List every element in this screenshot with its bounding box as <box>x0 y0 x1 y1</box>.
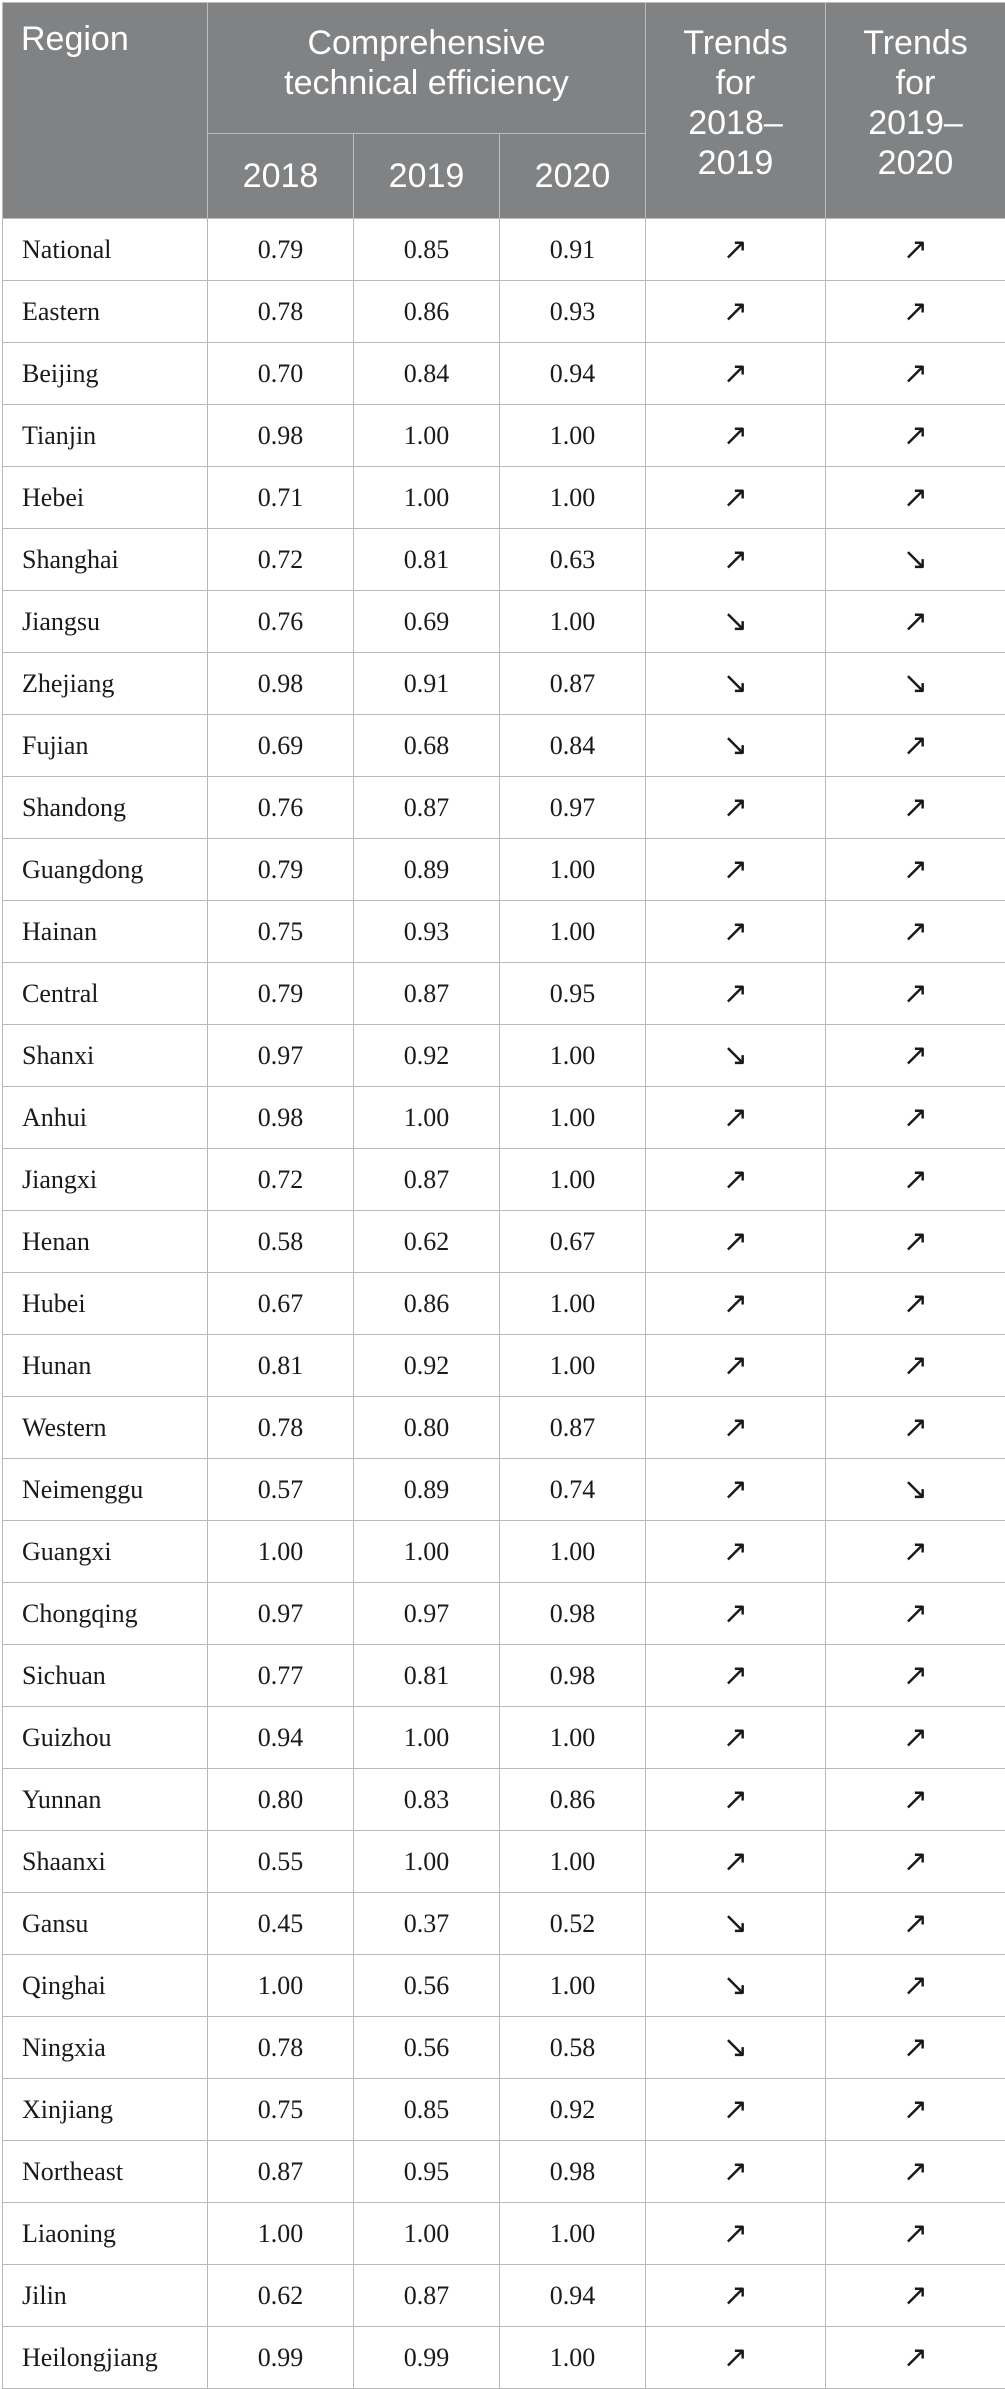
trend1-line-2: for <box>646 63 825 103</box>
value-2020-cell: 0.67 <box>500 1211 646 1273</box>
value-2020-cell: 0.86 <box>500 1769 646 1831</box>
value-2019-cell: 0.92 <box>354 1335 500 1397</box>
region-cell: Eastern <box>3 281 208 343</box>
value-2020-cell: 0.98 <box>500 1583 646 1645</box>
trend-2019-2020-arrow: ↗ <box>826 281 1005 343</box>
trend-2019-2020-arrow: ↗ <box>826 777 1005 839</box>
table-row <box>3 1087 1005 1149</box>
trend-2018-2019-arrow: ↗ <box>646 1769 826 1831</box>
trend-2018-2019-arrow: ↗ <box>646 405 826 467</box>
trend-2018-2019-arrow: ↗ <box>646 281 826 343</box>
value-2018-cell: 0.78 <box>208 281 354 343</box>
value-2018-cell: 0.98 <box>208 653 354 715</box>
trend-2018-2019-arrow: ↗ <box>646 529 826 591</box>
trend2-line-1: Trends <box>826 23 1005 63</box>
value-2019-cell: 0.92 <box>354 1025 500 1087</box>
value-2018-cell: 0.77 <box>208 1645 354 1707</box>
table-row <box>3 2203 1005 2265</box>
value-2019-cell: 0.56 <box>354 1955 500 2017</box>
value-2018-cell: 0.75 <box>208 901 354 963</box>
value-2019-cell: 1.00 <box>354 405 500 467</box>
value-2018-cell: 0.99 <box>208 2327 354 2389</box>
value-2020-cell: 0.52 <box>500 1893 646 1955</box>
trend-2018-2019-arrow: ↗ <box>646 343 826 405</box>
value-2018-cell: 0.78 <box>208 2017 354 2079</box>
trend-2018-2019-arrow: ↗ <box>646 2203 826 2265</box>
value-2020-cell: 1.00 <box>500 1335 646 1397</box>
table-row <box>3 1769 1005 1831</box>
value-2020-cell: 1.00 <box>500 1831 646 1893</box>
trend-2018-2019-arrow: ↗ <box>646 1645 826 1707</box>
value-2018-cell: 0.81 <box>208 1335 354 1397</box>
table-row <box>3 1273 1005 1335</box>
region-column-header: Region <box>3 3 208 219</box>
region-cell: Tianjin <box>3 405 208 467</box>
value-2019-cell: 1.00 <box>354 1087 500 1149</box>
value-2019-cell: 0.85 <box>354 2079 500 2141</box>
trend-2018-2019-arrow: ↘ <box>646 1025 826 1087</box>
value-2018-cell: 0.75 <box>208 2079 354 2141</box>
table-row <box>3 1707 1005 1769</box>
region-cell: Yunnan <box>3 1769 208 1831</box>
trend-2018-2019-arrow: ↗ <box>646 2141 826 2203</box>
value-2019-cell: 1.00 <box>354 1707 500 1769</box>
value-2020-cell: 1.00 <box>500 2327 646 2389</box>
value-2020-cell: 1.00 <box>500 2203 646 2265</box>
table-row <box>3 839 1005 901</box>
trend-2019-2020-arrow: ↗ <box>826 2265 1005 2327</box>
value-2019-cell: 0.91 <box>354 653 500 715</box>
trend-2018-2019-arrow: ↗ <box>646 1521 826 1583</box>
trend-2019-2020-arrow: ↗ <box>826 901 1005 963</box>
region-cell: Chongqing <box>3 1583 208 1645</box>
value-2019-cell: 0.89 <box>354 839 500 901</box>
trend-2018-2019-arrow: ↗ <box>646 963 826 1025</box>
trend-2018-2019-arrow: ↗ <box>646 1087 826 1149</box>
value-2019-cell: 1.00 <box>354 1831 500 1893</box>
efficiency-table <box>2 2 1005 2389</box>
region-cell: Zhejiang <box>3 653 208 715</box>
region-cell: Qinghai <box>3 1955 208 2017</box>
year-2020-header: 2020 <box>500 134 646 219</box>
region-cell: Heilongjiang <box>3 2327 208 2389</box>
table-row <box>3 1211 1005 1273</box>
value-2019-cell: 0.81 <box>354 1645 500 1707</box>
value-2020-cell: 0.94 <box>500 343 646 405</box>
trend-2019-2020-arrow: ↗ <box>826 405 1005 467</box>
value-2020-cell: 0.91 <box>500 219 646 281</box>
trend-2019-2020-arrow: ↗ <box>826 1707 1005 1769</box>
value-2018-cell: 0.67 <box>208 1273 354 1335</box>
table-row <box>3 1397 1005 1459</box>
value-2018-cell: 0.76 <box>208 777 354 839</box>
value-2020-cell: 1.00 <box>500 1273 646 1335</box>
trend-2019-2020-arrow: ↗ <box>826 591 1005 653</box>
value-2020-cell: 1.00 <box>500 1955 646 2017</box>
region-cell: Guangxi <box>3 1521 208 1583</box>
efficiency-group-header <box>208 3 646 134</box>
value-2020-cell: 0.95 <box>500 963 646 1025</box>
value-2020-cell: 0.98 <box>500 1645 646 1707</box>
table-row <box>3 405 1005 467</box>
value-2018-cell: 0.80 <box>208 1769 354 1831</box>
trend1-line-3: 2018– <box>646 103 825 143</box>
region-cell: Central <box>3 963 208 1025</box>
region-cell: Liaoning <box>3 2203 208 2265</box>
table-row <box>3 1831 1005 1893</box>
trend-2018-2019-arrow: ↘ <box>646 1955 826 2017</box>
value-2018-cell: 0.76 <box>208 591 354 653</box>
table-row <box>3 1149 1005 1211</box>
trend-2018-2019-header <box>646 3 826 219</box>
region-cell: Jiangxi <box>3 1149 208 1211</box>
trend-2018-2019-arrow: ↗ <box>646 1273 826 1335</box>
trend-2018-2019-arrow: ↗ <box>646 219 826 281</box>
table-row <box>3 2327 1005 2389</box>
region-cell: National <box>3 219 208 281</box>
value-2019-cell: 0.95 <box>354 2141 500 2203</box>
region-cell: Anhui <box>3 1087 208 1149</box>
trend-2019-2020-arrow: ↗ <box>826 2327 1005 2389</box>
trend-2019-2020-arrow: ↗ <box>826 839 1005 901</box>
trend-2018-2019-arrow: ↗ <box>646 1459 826 1521</box>
value-2019-cell: 0.69 <box>354 591 500 653</box>
table-row <box>3 653 1005 715</box>
value-2018-cell: 0.70 <box>208 343 354 405</box>
value-2019-cell: 0.81 <box>354 529 500 591</box>
value-2020-cell: 0.98 <box>500 2141 646 2203</box>
region-cell: Henan <box>3 1211 208 1273</box>
value-2018-cell: 0.79 <box>208 839 354 901</box>
trend-2019-2020-arrow: ↘ <box>826 529 1005 591</box>
value-2020-cell: 0.92 <box>500 2079 646 2141</box>
region-cell: Beijing <box>3 343 208 405</box>
trend-2018-2019-arrow: ↗ <box>646 1707 826 1769</box>
value-2019-cell: 0.87 <box>354 777 500 839</box>
value-2019-cell: 1.00 <box>354 467 500 529</box>
trend2-line-4: 2020 <box>826 143 1005 183</box>
value-2020-cell: 1.00 <box>500 467 646 529</box>
value-2020-cell: 1.00 <box>500 1521 646 1583</box>
table-row <box>3 467 1005 529</box>
table-body <box>3 219 1005 2389</box>
trend-2019-2020-arrow: ↗ <box>826 219 1005 281</box>
trend-2019-2020-arrow: ↗ <box>826 1397 1005 1459</box>
value-2019-cell: 0.37 <box>354 1893 500 1955</box>
value-2018-cell: 0.71 <box>208 467 354 529</box>
value-2018-cell: 0.97 <box>208 1025 354 1087</box>
value-2018-cell: 0.55 <box>208 1831 354 1893</box>
trend1-line-1: Trends <box>646 23 825 63</box>
trend-2019-2020-arrow: ↗ <box>826 1893 1005 1955</box>
table-row <box>3 1893 1005 1955</box>
trend-2018-2019-arrow: ↘ <box>646 1893 826 1955</box>
value-2018-cell: 0.58 <box>208 1211 354 1273</box>
value-2020-cell: 0.87 <box>500 653 646 715</box>
value-2020-cell: 0.87 <box>500 1397 646 1459</box>
value-2020-cell: 1.00 <box>500 1025 646 1087</box>
trend-2019-2020-arrow: ↗ <box>826 1149 1005 1211</box>
table-row <box>3 2141 1005 2203</box>
trend-2019-2020-arrow: ↗ <box>826 2141 1005 2203</box>
trend-2018-2019-arrow: ↘ <box>646 653 826 715</box>
trend-2018-2019-arrow: ↘ <box>646 715 826 777</box>
region-cell: Western <box>3 1397 208 1459</box>
value-2019-cell: 0.85 <box>354 219 500 281</box>
trend-2018-2019-arrow: ↗ <box>646 2327 826 2389</box>
trend-2018-2019-arrow: ↗ <box>646 2265 826 2327</box>
value-2019-cell: 0.83 <box>354 1769 500 1831</box>
trend-2018-2019-arrow: ↗ <box>646 1335 826 1397</box>
trend2-line-3: 2019– <box>826 103 1005 143</box>
value-2020-cell: 0.94 <box>500 2265 646 2327</box>
trend-2019-2020-arrow: ↗ <box>826 2017 1005 2079</box>
value-2018-cell: 0.72 <box>208 1149 354 1211</box>
trend-2018-2019-arrow: ↗ <box>646 839 826 901</box>
year-2018-header: 2018 <box>208 134 354 219</box>
value-2019-cell: 0.87 <box>354 2265 500 2327</box>
trend-2018-2019-arrow: ↗ <box>646 1397 826 1459</box>
trend-2019-2020-arrow: ↗ <box>826 1583 1005 1645</box>
table-row <box>3 715 1005 777</box>
value-2019-cell: 0.56 <box>354 2017 500 2079</box>
value-2019-cell: 0.68 <box>354 715 500 777</box>
value-2019-cell: 0.97 <box>354 1583 500 1645</box>
value-2020-cell: 0.84 <box>500 715 646 777</box>
region-cell: Xinjiang <box>3 2079 208 2141</box>
trend-2018-2019-arrow: ↗ <box>646 1211 826 1273</box>
table-row <box>3 591 1005 653</box>
trend-2018-2019-arrow: ↗ <box>646 2079 826 2141</box>
region-cell: Jiangsu <box>3 591 208 653</box>
value-2018-cell: 0.78 <box>208 1397 354 1459</box>
region-cell: Jilin <box>3 2265 208 2327</box>
value-2019-cell: 0.99 <box>354 2327 500 2389</box>
trend-2019-2020-arrow: ↘ <box>826 1459 1005 1521</box>
region-cell: Northeast <box>3 2141 208 2203</box>
trend-2018-2019-arrow: ↘ <box>646 591 826 653</box>
trend-2019-2020-arrow: ↗ <box>826 1087 1005 1149</box>
value-2019-cell: 0.87 <box>354 963 500 1025</box>
table-row <box>3 529 1005 591</box>
table-row <box>3 343 1005 405</box>
trend-2018-2019-arrow: ↗ <box>646 901 826 963</box>
trend-2019-2020-arrow: ↗ <box>826 715 1005 777</box>
table-row <box>3 1459 1005 1521</box>
value-2020-cell: 1.00 <box>500 405 646 467</box>
table-row <box>3 281 1005 343</box>
table-row <box>3 1335 1005 1397</box>
value-2020-cell: 1.00 <box>500 1149 646 1211</box>
table-row <box>3 1645 1005 1707</box>
table-row <box>3 1025 1005 1087</box>
trend-2019-2020-arrow: ↘ <box>826 653 1005 715</box>
table-row <box>3 1955 1005 2017</box>
table-header <box>3 3 1005 219</box>
trend-2019-2020-header <box>826 3 1005 219</box>
region-cell: Shandong <box>3 777 208 839</box>
trend-2019-2020-arrow: ↗ <box>826 1645 1005 1707</box>
value-2020-cell: 1.00 <box>500 1087 646 1149</box>
value-2019-cell: 0.80 <box>354 1397 500 1459</box>
value-2019-cell: 0.93 <box>354 901 500 963</box>
trend-2019-2020-arrow: ↗ <box>826 1769 1005 1831</box>
region-cell: Hunan <box>3 1335 208 1397</box>
value-2020-cell: 1.00 <box>500 1707 646 1769</box>
value-2020-cell: 1.00 <box>500 901 646 963</box>
region-cell: Fujian <box>3 715 208 777</box>
value-2020-cell: 0.93 <box>500 281 646 343</box>
efficiency-group-header-line-2: technical efficiency <box>208 63 645 103</box>
value-2020-cell: 0.58 <box>500 2017 646 2079</box>
trend-2019-2020-arrow: ↗ <box>826 1025 1005 1087</box>
region-cell: Guangdong <box>3 839 208 901</box>
trend-2019-2020-arrow: ↗ <box>826 963 1005 1025</box>
value-2020-cell: 0.97 <box>500 777 646 839</box>
efficiency-group-header-line-1: Comprehensive <box>208 23 645 63</box>
table-row <box>3 2265 1005 2327</box>
trend-2019-2020-arrow: ↗ <box>826 1955 1005 2017</box>
region-cell: Guizhou <box>3 1707 208 1769</box>
trend-2018-2019-arrow: ↗ <box>646 1831 826 1893</box>
trend-2019-2020-arrow: ↗ <box>826 2203 1005 2265</box>
value-2018-cell: 0.98 <box>208 1087 354 1149</box>
region-cell: Shaanxi <box>3 1831 208 1893</box>
trend-2019-2020-arrow: ↗ <box>826 1831 1005 1893</box>
trend-2018-2019-arrow: ↗ <box>646 1149 826 1211</box>
value-2018-cell: 0.94 <box>208 1707 354 1769</box>
trend-2018-2019-arrow: ↗ <box>646 1583 826 1645</box>
value-2018-cell: 0.79 <box>208 963 354 1025</box>
value-2019-cell: 1.00 <box>354 2203 500 2265</box>
region-cell: Shanxi <box>3 1025 208 1087</box>
value-2018-cell: 0.57 <box>208 1459 354 1521</box>
value-2018-cell: 1.00 <box>208 1955 354 2017</box>
value-2019-cell: 0.89 <box>354 1459 500 1521</box>
value-2019-cell: 0.86 <box>354 281 500 343</box>
table-row <box>3 1583 1005 1645</box>
value-2019-cell: 0.87 <box>354 1149 500 1211</box>
trend-2018-2019-arrow: ↘ <box>646 2017 826 2079</box>
value-2020-cell: 1.00 <box>500 591 646 653</box>
table-row <box>3 963 1005 1025</box>
value-2018-cell: 1.00 <box>208 1521 354 1583</box>
value-2018-cell: 1.00 <box>208 2203 354 2265</box>
table-row <box>3 1521 1005 1583</box>
value-2018-cell: 0.87 <box>208 2141 354 2203</box>
value-2018-cell: 0.98 <box>208 405 354 467</box>
trend-2019-2020-arrow: ↗ <box>826 2079 1005 2141</box>
table-row <box>3 901 1005 963</box>
value-2018-cell: 0.69 <box>208 715 354 777</box>
table-row <box>3 2079 1005 2141</box>
region-cell: Ningxia <box>3 2017 208 2079</box>
trend-2019-2020-arrow: ↗ <box>826 343 1005 405</box>
trend-2019-2020-arrow: ↗ <box>826 1521 1005 1583</box>
trend-2018-2019-arrow: ↗ <box>646 467 826 529</box>
trend-2019-2020-arrow: ↗ <box>826 467 1005 529</box>
trend-2019-2020-arrow: ↗ <box>826 1211 1005 1273</box>
value-2018-cell: 0.72 <box>208 529 354 591</box>
table-row <box>3 777 1005 839</box>
region-cell: Hubei <box>3 1273 208 1335</box>
value-2018-cell: 0.62 <box>208 2265 354 2327</box>
trend1-line-4: 2019 <box>646 143 825 183</box>
trend2-line-2: for <box>826 63 1005 103</box>
value-2020-cell: 0.63 <box>500 529 646 591</box>
value-2019-cell: 0.86 <box>354 1273 500 1335</box>
value-2018-cell: 0.97 <box>208 1583 354 1645</box>
table-row <box>3 2017 1005 2079</box>
trend-2019-2020-arrow: ↗ <box>826 1335 1005 1397</box>
value-2018-cell: 0.79 <box>208 219 354 281</box>
trend-2019-2020-arrow: ↗ <box>826 1273 1005 1335</box>
value-2019-cell: 0.84 <box>354 343 500 405</box>
region-cell: Neimenggu <box>3 1459 208 1521</box>
value-2018-cell: 0.45 <box>208 1893 354 1955</box>
table-row <box>3 219 1005 281</box>
region-cell: Hainan <box>3 901 208 963</box>
year-2019-header: 2019 <box>354 134 500 219</box>
region-cell: Sichuan <box>3 1645 208 1707</box>
region-cell: Gansu <box>3 1893 208 1955</box>
value-2019-cell: 1.00 <box>354 1521 500 1583</box>
region-cell: Hebei <box>3 467 208 529</box>
value-2020-cell: 0.74 <box>500 1459 646 1521</box>
region-cell: Shanghai <box>3 529 208 591</box>
value-2019-cell: 0.62 <box>354 1211 500 1273</box>
value-2020-cell: 1.00 <box>500 839 646 901</box>
trend-2018-2019-arrow: ↗ <box>646 777 826 839</box>
